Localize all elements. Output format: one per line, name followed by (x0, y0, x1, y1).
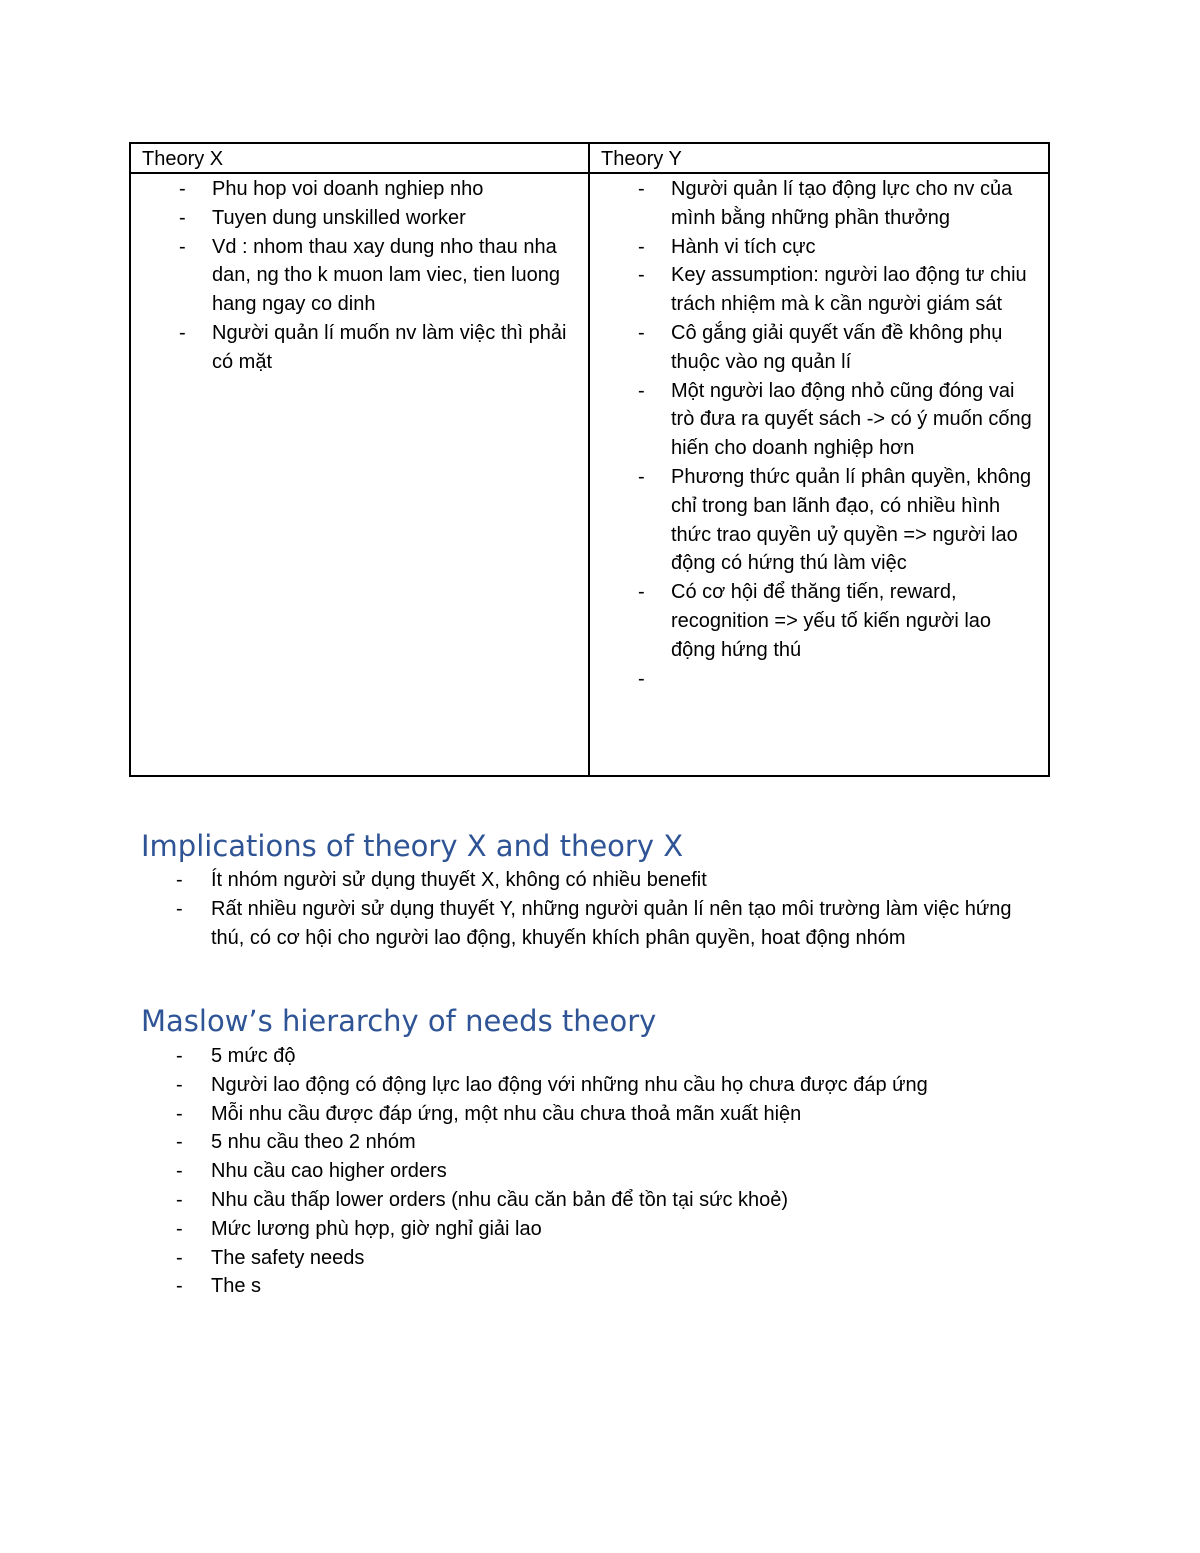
implications-list (141, 866, 1041, 952)
dash-bullet: - (176, 1045, 183, 1067)
list-item (142, 175, 578, 204)
dash-bullet: - (179, 206, 186, 229)
dash-bullet: - (638, 235, 645, 258)
list-item (141, 1071, 1041, 1100)
dash-bullet: - (176, 897, 183, 920)
list-item-text: 5 mức độ (211, 1045, 296, 1067)
dash-bullet: - (638, 264, 645, 287)
list-item-text: The s (211, 1275, 262, 1298)
theory-x-list (142, 175, 578, 377)
theory-y-header: Theory Y (589, 143, 1049, 173)
list-item (141, 1186, 1041, 1215)
maslow-list (141, 1042, 1041, 1301)
list-item-text: Tuyen dung unskilled worker (212, 206, 466, 229)
list-item-text: Một người lao động nhỏ cũng đóng vai trò đưa ra quyết sách -> có ý muốn cống hiến cho doanh nghiệp hơn (671, 379, 1032, 460)
list-item (141, 1128, 1041, 1157)
list-item-text: Phu hop voi doanh nghiep nho (212, 178, 484, 200)
list-item-text: Mức lương phù hợp, giờ nghỉ giải lao (211, 1217, 542, 1240)
list-item (601, 319, 1038, 377)
theory-y-list (601, 175, 1038, 690)
list-item (601, 377, 1038, 463)
theory-comparison-table (129, 142, 1050, 777)
list-item-text: Ít nhóm người sử dụng thuyết X, không có nhiều benefit (211, 869, 707, 891)
list-item-text: Rất nhiều người sử dụng thuyết Y, những người quản lí nên tạo môi trường làm việc hứng thú, có cơ hội cho người lao động, khuyến khích phân quyền, hoat động nhóm (211, 897, 1012, 949)
table-row (130, 173, 1049, 776)
theory-y-cell (589, 173, 1049, 776)
list-item-text: Có cơ hội để thăng tiến, reward, recognition => yếu tố kiến người lao động hứng thú (671, 581, 992, 661)
list-item (601, 463, 1038, 578)
theory-x-header: Theory X (130, 143, 589, 173)
list-item (141, 1272, 1041, 1301)
list-item (141, 1244, 1041, 1273)
list-item-text: Nhu cầu thấp lower orders (nhu cầu căn bản để tồn tại sức khoẻ) (211, 1188, 789, 1211)
list-item (601, 261, 1038, 319)
list-item (141, 1100, 1041, 1129)
maslow-heading: Maslow’s hierarchy of needs theory (141, 1004, 657, 1038)
list-item-text: Người quản lí tạo động lực cho nv của mình bằng những phần thưởng (671, 178, 1013, 229)
dash-bullet: - (638, 581, 645, 604)
list-item-text: Phương thức quản lí phân quyền, không chỉ trong ban lãnh đạo, có nhiều hình thức trao quyền uỷ quyền => người lao động có hứng thú làm việc (671, 465, 1032, 575)
list-item-text: Key assumption: người lao động tư chiu trách nhiệm mà k cần người giám sát (671, 264, 1027, 316)
dash-bullet: - (176, 1160, 183, 1183)
dash-bullet: - (638, 465, 645, 488)
list-item-text: Người lao động có động lực lao động với những nhu cầu họ chưa được đáp ứng (211, 1073, 928, 1096)
list-item-text: Mỗi nhu cầu được đáp ứng, một nhu cầu chưa thoả mãn xuất hiện (211, 1102, 802, 1125)
theory-x-cell (130, 173, 589, 776)
implications-heading: Implications of theory X and theory X (141, 829, 684, 863)
dash-bullet: - (176, 1073, 183, 1096)
dash-bullet: - (176, 1131, 183, 1154)
implications-section (141, 828, 1041, 952)
list-item (141, 1215, 1041, 1244)
dash-bullet: - (176, 1217, 183, 1240)
list-item-text: Hành vi tích cực (671, 235, 816, 258)
list-item (601, 175, 1038, 233)
list-item-text: Nhu cầu cao higher orders (211, 1160, 447, 1183)
dash-bullet: - (176, 869, 183, 891)
list-item-text: 5 nhu cầu theo 2 nhóm (211, 1131, 416, 1154)
dash-bullet: - (179, 235, 186, 258)
list-item (141, 866, 1041, 895)
list-item (142, 319, 578, 377)
maslow-section (141, 1003, 1041, 1301)
dash-bullet: - (176, 1188, 183, 1211)
list-item-text: The safety needs (211, 1246, 365, 1269)
table-header-row (130, 143, 1049, 173)
dash-bullet: - (638, 321, 645, 344)
dash-bullet: - (179, 178, 186, 200)
dash-bullet: - (176, 1102, 183, 1125)
dash-bullet: - (179, 321, 186, 344)
list-item (141, 1157, 1041, 1186)
dash-bullet: - (638, 667, 645, 690)
list-item-text: Cô gắng giải quyết vấn đề không phụ thuộc vào ng quản lí (671, 321, 1003, 373)
dash-bullet: - (176, 1275, 183, 1298)
list-item-text: Người quản lí muốn nv làm việc thì phải có mặt (212, 321, 567, 373)
list-item (141, 1042, 1041, 1071)
list-item (142, 233, 578, 319)
dash-bullet: - (638, 379, 645, 402)
dash-bullet: - (638, 178, 645, 200)
list-item (141, 895, 1041, 953)
list-item-text: Vd : nhom thau xay dung nho thau nha dan, ng tho k muon lam viec, tien luong hang ngay co dinh (212, 235, 560, 316)
list-item (601, 233, 1038, 262)
list-item (601, 578, 1038, 664)
dash-bullet: - (176, 1246, 183, 1269)
list-item (142, 204, 578, 233)
